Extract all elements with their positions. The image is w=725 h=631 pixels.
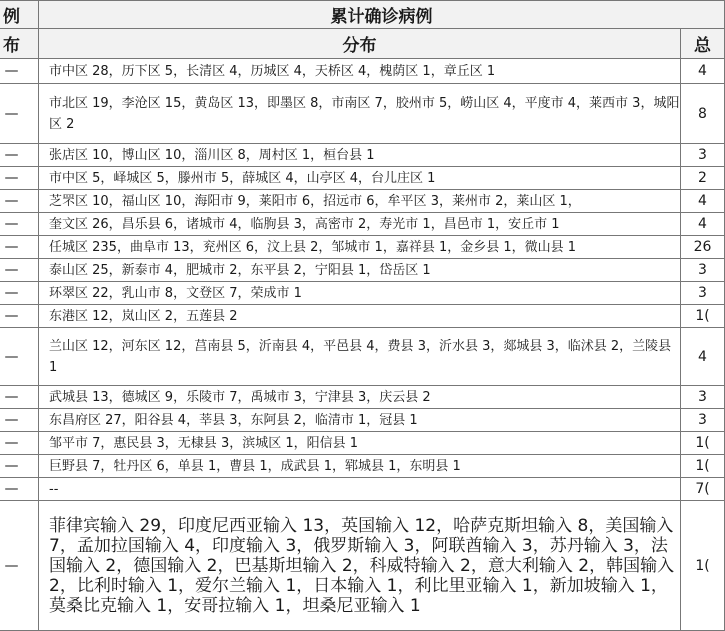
table-row [0,409,725,432]
table-row [0,236,725,259]
row-distribution-cell: 芝罘区 10，福山区 10，海阳市 9，莱阳市 6，招远市 6，牟平区 3，莱州市 2，莱山区 1， [39,190,681,213]
row-left-cell: — [0,144,39,167]
table-row [0,305,725,328]
table-row [0,144,725,167]
subheader-distribution: 分布 [39,29,681,59]
row-distribution-cell: 市中区 5，峄城区 5，滕州市 5，薛城区 4，山亭区 4，台儿庄区 1 [39,167,681,190]
subheader-left: 布 [0,29,39,59]
table-row [0,386,725,409]
row-distribution-cell: 市北区 19，李沧区 15，黄岛区 13，即墨区 8，市南区 7，胶州市 5，崂山区 4，平度市 4，莱西市 3，城阳区 2 [39,84,681,144]
row-left-cell: — [0,282,39,305]
header-row [0,1,725,29]
row-left-cell: — [0,478,39,501]
row-distribution-cell: 泰山区 25，新泰市 4，肥城市 2，东平县 2，宁阳县 1，岱岳区 1 [39,259,681,282]
table-row [0,84,725,144]
row-total-cell: 3 [681,386,725,409]
table-row [0,478,725,501]
header-title-cumulative: 累计确诊病例 [39,1,725,29]
row-distribution-cell: 任城区 235，曲阜市 13，兖州区 6，汶上县 2，邹城市 1，嘉祥县 1，金乡县 1，微山县 1 [39,236,681,259]
row-left-cell: — [0,455,39,478]
import-row [0,501,725,631]
row-left-cell: — [0,236,39,259]
row-left-cell: — [0,328,39,386]
row-distribution-cell: 东昌府区 27，阳谷县 4，莘县 3，东阿县 2，临清市 1，冠县 1 [39,409,681,432]
row-distribution-cell: 环翠区 22，乳山市 8，文登区 7，荣成市 1 [39,282,681,305]
row-total-cell: 8 [681,84,725,144]
table-row [0,282,725,305]
table-row [0,328,725,386]
row-total-cell: 4 [681,190,725,213]
header-left-top: 例 [0,1,39,29]
row-distribution-cell: 巨野县 7，牡丹区 6，单县 1，曹县 1，成武县 1，郓城县 1，东明县 1 [39,455,681,478]
row-distribution-cell: 奎文区 26，昌乐县 6，诸城市 4，临朐县 3，高密市 2，寿光市 1，昌邑市 1，安丘市 1 [39,213,681,236]
table-row [0,259,725,282]
table-row [0,213,725,236]
row-left-cell: — [0,386,39,409]
row-distribution-cell: 东港区 12，岚山区 2，五莲县 2 [39,305,681,328]
table-row [0,455,725,478]
table-row [0,59,725,84]
subheader-total: 总 [681,29,725,59]
import-left-cell: — [0,501,39,631]
import-total-cell: 1( [681,501,725,631]
row-left-cell: — [0,190,39,213]
row-total-cell: 7( [681,478,725,501]
row-total-cell: 4 [681,213,725,236]
row-total-cell: 1( [681,432,725,455]
row-left-cell: — [0,167,39,190]
row-distribution-cell: 邹平市 7，惠民县 3，无棣县 3，滨城区 1，阳信县 1 [39,432,681,455]
row-total-cell: 1( [681,305,725,328]
row-total-cell: 3 [681,409,725,432]
row-total-cell: 26 [681,236,725,259]
row-total-cell: 2 [681,167,725,190]
row-distribution-cell: -- [39,478,681,501]
row-total-cell: 4 [681,59,725,84]
row-total-cell: 3 [681,282,725,305]
row-left-cell: — [0,432,39,455]
row-distribution-cell: 张店区 10，博山区 10，淄川区 8，周村区 1，桓台县 1 [39,144,681,167]
row-total-cell: 1( [681,455,725,478]
table-row [0,167,725,190]
row-left-cell: — [0,213,39,236]
table-row [0,190,725,213]
row-left-cell: — [0,59,39,84]
row-total-cell: 4 [681,328,725,386]
row-left-cell: — [0,305,39,328]
row-left-cell: — [0,84,39,144]
import-distribution-cell: 菲律宾输入 29，印度尼西亚输入 13，英国输入 12，哈萨克斯坦输入 8，美国输入 7，孟加拉国输入 4，印度输入 3，俄罗斯输入 3，阿联酋输入 3，苏丹输入 3，法国输入 2，德国输入 2，巴基斯坦输入 2，科威特输入 2，意大利输入 2，韩国输入 2，比利时输入 1，爱尔兰输入 1，日本输入 1，利比里亚输入 1，新加坡输入 1，莫桑比克输入 1，安哥拉输入 1，坦桑尼亚输入 1 [39,501,681,631]
row-left-cell: — [0,259,39,282]
row-total-cell: 3 [681,144,725,167]
row-distribution-cell: 兰山区 12，河东区 12，莒南县 5，沂南县 4，平邑县 4，费县 3，沂水县 3，郯城县 3，临沭县 2，兰陵县 1 [39,328,681,386]
table-row [0,432,725,455]
row-distribution-cell: 市中区 28，历下区 5，长清区 4，历城区 4，天桥区 4，槐荫区 1，章丘区 1 [39,59,681,84]
row-distribution-cell: 武城县 13，德城区 9，乐陵市 7，禹城市 3，宁津县 3，庆云县 2 [39,386,681,409]
row-total-cell: 3 [681,259,725,282]
row-left-cell: — [0,409,39,432]
subheader-row [0,29,725,59]
